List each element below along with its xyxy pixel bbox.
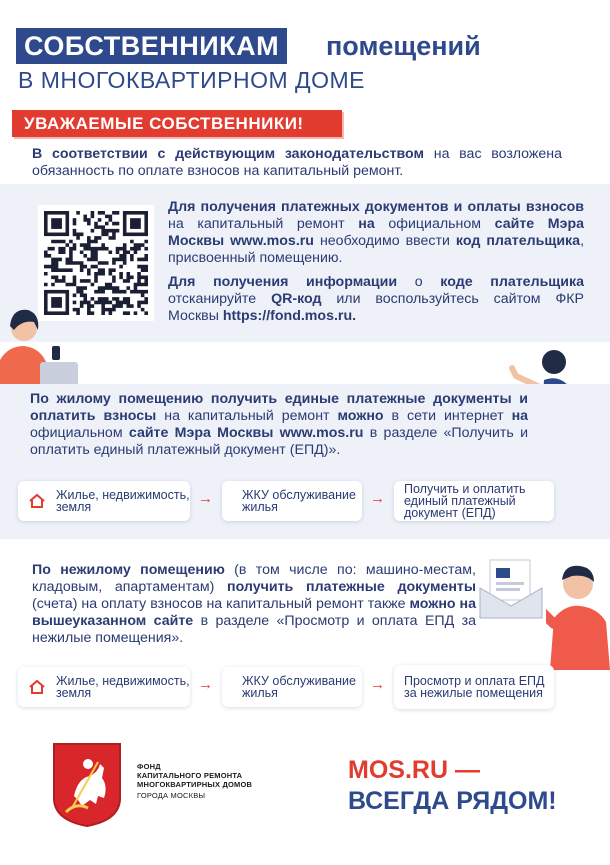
step-get-pay-epd[interactable]: Получить и оплатить единый платежный документ (ЕПД) — [394, 481, 554, 521]
step-housing[interactable]: Жилье, недвижимость, земля — [18, 667, 190, 707]
nonresidential-paragraph: По нежилому помещению (в том числе по: машино-местам, кладовым, апартаментам) получить платежные документы (счета) на оплату взносов на капитальный ремонт также можно на вышеуказанном сайте в разделе «Просмотр и оплата ЕПД за нежилые помещения». — [32, 562, 477, 646]
arrow-icon: → — [198, 490, 213, 507]
slogan-line-1: MOS.RU — — [348, 756, 480, 784]
intro-paragraph: В соответствии с действующим законодательством на вас возложена обязанность по оплате взносов на капитальный ремонт. — [32, 146, 562, 179]
title-rest: помещений — [326, 31, 481, 61]
home-icon — [28, 679, 46, 695]
arrow-icon: → — [198, 676, 213, 693]
title-subline: В МНОГОКВАРТИРНОМ ДОМЕ — [18, 67, 366, 93]
arrow-icon: → — [370, 676, 385, 693]
payer-code-paragraph: Для получения информации о коде плательщика отсканируйте QR-код или воспользуйтесь сайтом ФКР Москвы https://fond.mos.ru. — [168, 274, 584, 324]
fond-link[interactable]: https://fond.mos.ru. — [222, 308, 357, 324]
woman-laptop-illustration — [0, 300, 90, 395]
greeting-banner: УВАЖАЕМЫЕ СОБСТВЕННИКИ! — [12, 110, 342, 137]
step-housing[interactable]: Жилье, недвижимость, земля — [18, 481, 190, 521]
fund-name: ФОНД КАПИТАЛЬНОГО РЕМОНТА МНОГОКВАРТИРНЫХ ДОМОВ ГОРОДА МОСКВЫ — [137, 762, 253, 800]
payment-docs-paragraph: Для получения платежных документов и оплаты взносов на капитальный ремонт на официальном сайте Мэра Москвы www.mos.ru необходимо ввести код плательщика, присвоенный помещению. — [168, 199, 585, 266]
step-housing-services[interactable]: ЖКУ обслуживание жилья — [222, 667, 362, 707]
step-housing-services[interactable]: ЖКУ обслуживание жилья — [222, 481, 362, 521]
title-highlight: СОБСТВЕННИКАМ — [16, 28, 287, 64]
man-illustration — [546, 560, 610, 670]
moscow-coat-of-arms-icon — [52, 742, 122, 828]
slogan-line-2: ВСЕГДА РЯДОМ! — [348, 787, 557, 815]
envelope-illustration — [478, 558, 544, 620]
step-view-pay-nonresidential[interactable]: Просмотр и оплата ЕПД за нежилые помещения — [394, 665, 554, 709]
residential-paragraph: По жилому помещению получить единые платежные документы и оплатить взносы на капитальный ремонт можно в сети интернет на официальном сайте Мэра Москвы www.mos.ru в разделе «Получить и оплатить единый платежный документ (ЕПД)». — [30, 391, 529, 458]
home-icon — [28, 493, 46, 509]
arrow-icon: → — [370, 490, 385, 507]
